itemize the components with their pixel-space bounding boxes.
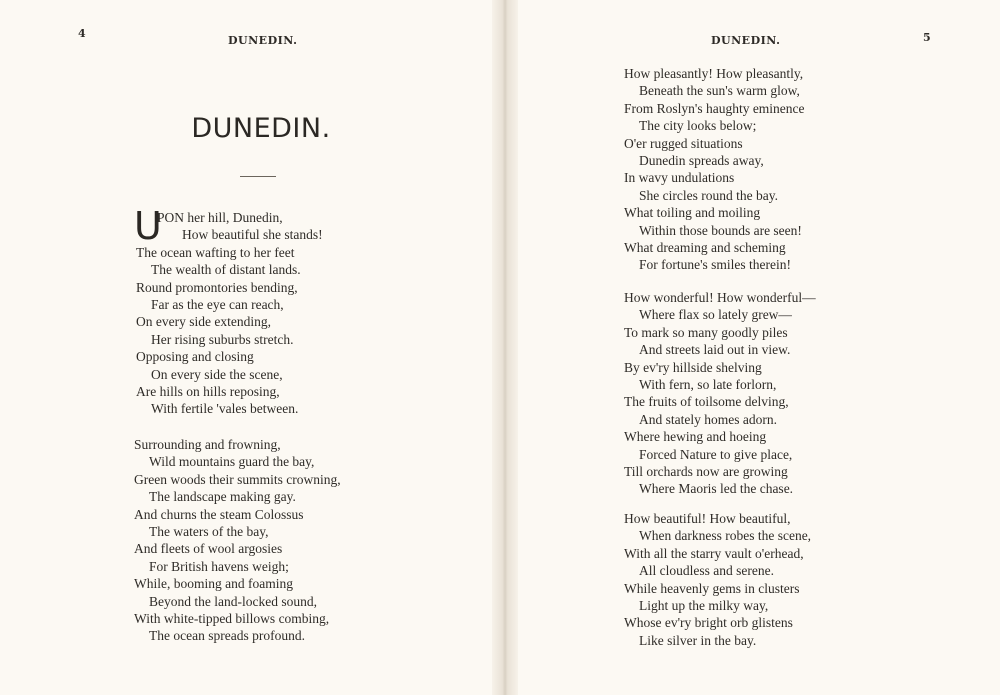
poem-line: Round promontories bending,	[136, 279, 298, 295]
poem-title: DUNEDIN.	[191, 113, 331, 144]
right-stanza-3	[624, 510, 811, 649]
poem-line: With fertile 'vales between.	[151, 401, 299, 417]
title-rule	[240, 176, 276, 177]
poem-line: While, booming and foaming	[134, 576, 293, 592]
poem-line: Where Maoris led the chase.	[639, 481, 794, 497]
left-page-number: 4	[78, 27, 86, 40]
poem-line: On every side extending,	[136, 314, 271, 330]
poem-line: And churns the steam Colossus	[134, 506, 304, 522]
poem-line: How beautiful! How beautiful,	[624, 511, 791, 526]
poem-line: The landscape making gay.	[149, 489, 296, 505]
poem-line: When darkness robes the scene,	[639, 528, 812, 544]
poem-line: With fern, so late forlorn,	[639, 377, 777, 393]
poem-line: She circles round the bay.	[639, 187, 778, 203]
left-stanza-1	[136, 209, 323, 418]
poem-line: Surrounding and frowning,	[134, 437, 281, 452]
poem-line: And fleets of wool argosies	[134, 541, 283, 557]
poem-line: While heavenly gems in clusters	[624, 580, 800, 596]
poem-line: O'er rugged situations	[624, 135, 743, 151]
poem-line: The wealth of distant lands.	[151, 262, 301, 278]
poem-line: What toiling and moiling	[624, 205, 761, 221]
poem-line: Opposing and closing	[136, 349, 254, 365]
poem-line: Are hills on hills reposing,	[136, 384, 280, 400]
poem-line: Beneath the sun's warm glow,	[639, 83, 800, 99]
poem-line: To mark so many goodly piles	[624, 324, 788, 340]
poem-line: The waters of the bay,	[149, 524, 269, 540]
right-page	[515, 0, 1000, 695]
right-stanza-2	[624, 289, 816, 498]
poem-line: Dunedin spreads away,	[639, 153, 764, 169]
poem-line: The ocean wafting to her feet	[136, 244, 295, 260]
poem-line: The ocean spreads profound.	[149, 628, 305, 644]
poem-line: How pleasantly! How pleasantly,	[624, 66, 804, 81]
poem-line: Whose ev'ry bright orb glistens	[624, 615, 793, 631]
poem-line: All cloudless and serene.	[639, 563, 774, 579]
poem-line: Where flax so lately grew—	[639, 307, 792, 323]
poem-line: Forced Nature to give place,	[639, 446, 793, 462]
poem-line: How beautiful she stands!	[182, 227, 323, 243]
poem-line: The city looks below;	[639, 118, 757, 134]
poem-line: Light up the milky way,	[639, 598, 769, 614]
left-page	[0, 0, 495, 695]
poem-line: Beyond the land-locked sound,	[149, 593, 317, 609]
poem-line: With all the starry vault o'erhead,	[624, 545, 804, 561]
poem-line: PON her hill, Dunedin,	[157, 210, 283, 225]
poem-line: The fruits of toilsome delving,	[624, 394, 789, 410]
poem-line: Where hewing and hoeing	[624, 429, 767, 445]
poem-line: What dreaming and scheming	[624, 240, 786, 256]
poem-line: From Roslyn's haughty eminence	[624, 100, 805, 116]
poem-line: Green woods their summits crowning,	[134, 471, 341, 487]
poem-line: For British havens weigh;	[149, 558, 289, 574]
poem-line: And stately homes adorn.	[639, 411, 777, 427]
poem-line: How wonderful! How wonderful—	[624, 290, 816, 305]
poem-line: With white-tipped billows combing,	[134, 611, 330, 627]
right-page-number: 5	[923, 31, 931, 44]
poem-line: In wavy undulations	[624, 170, 735, 186]
poem-line: Within those bounds are seen!	[639, 222, 802, 238]
poem-line: And streets laid out in view.	[639, 342, 791, 358]
poem-line: Far as the eye can reach,	[151, 297, 284, 313]
poem-line: Like silver in the bay.	[639, 632, 757, 648]
right-stanza-1	[624, 65, 805, 274]
poem-line: Till orchards now are growing	[624, 464, 788, 480]
poem-line: By ev'ry hillside shelving	[624, 359, 762, 375]
poem-line: On every side the scene,	[151, 366, 283, 382]
left-running-head: DUNEDIN.	[228, 34, 298, 47]
poem-line: Her rising suburbs stretch.	[151, 331, 294, 347]
poem-line: For fortune's smiles therein!	[639, 257, 792, 273]
right-running-head: DUNEDIN.	[711, 34, 781, 47]
poem-line: Wild mountains guard the bay,	[149, 454, 315, 470]
left-stanza-2	[134, 436, 341, 645]
drop-cap: U	[134, 204, 162, 248]
